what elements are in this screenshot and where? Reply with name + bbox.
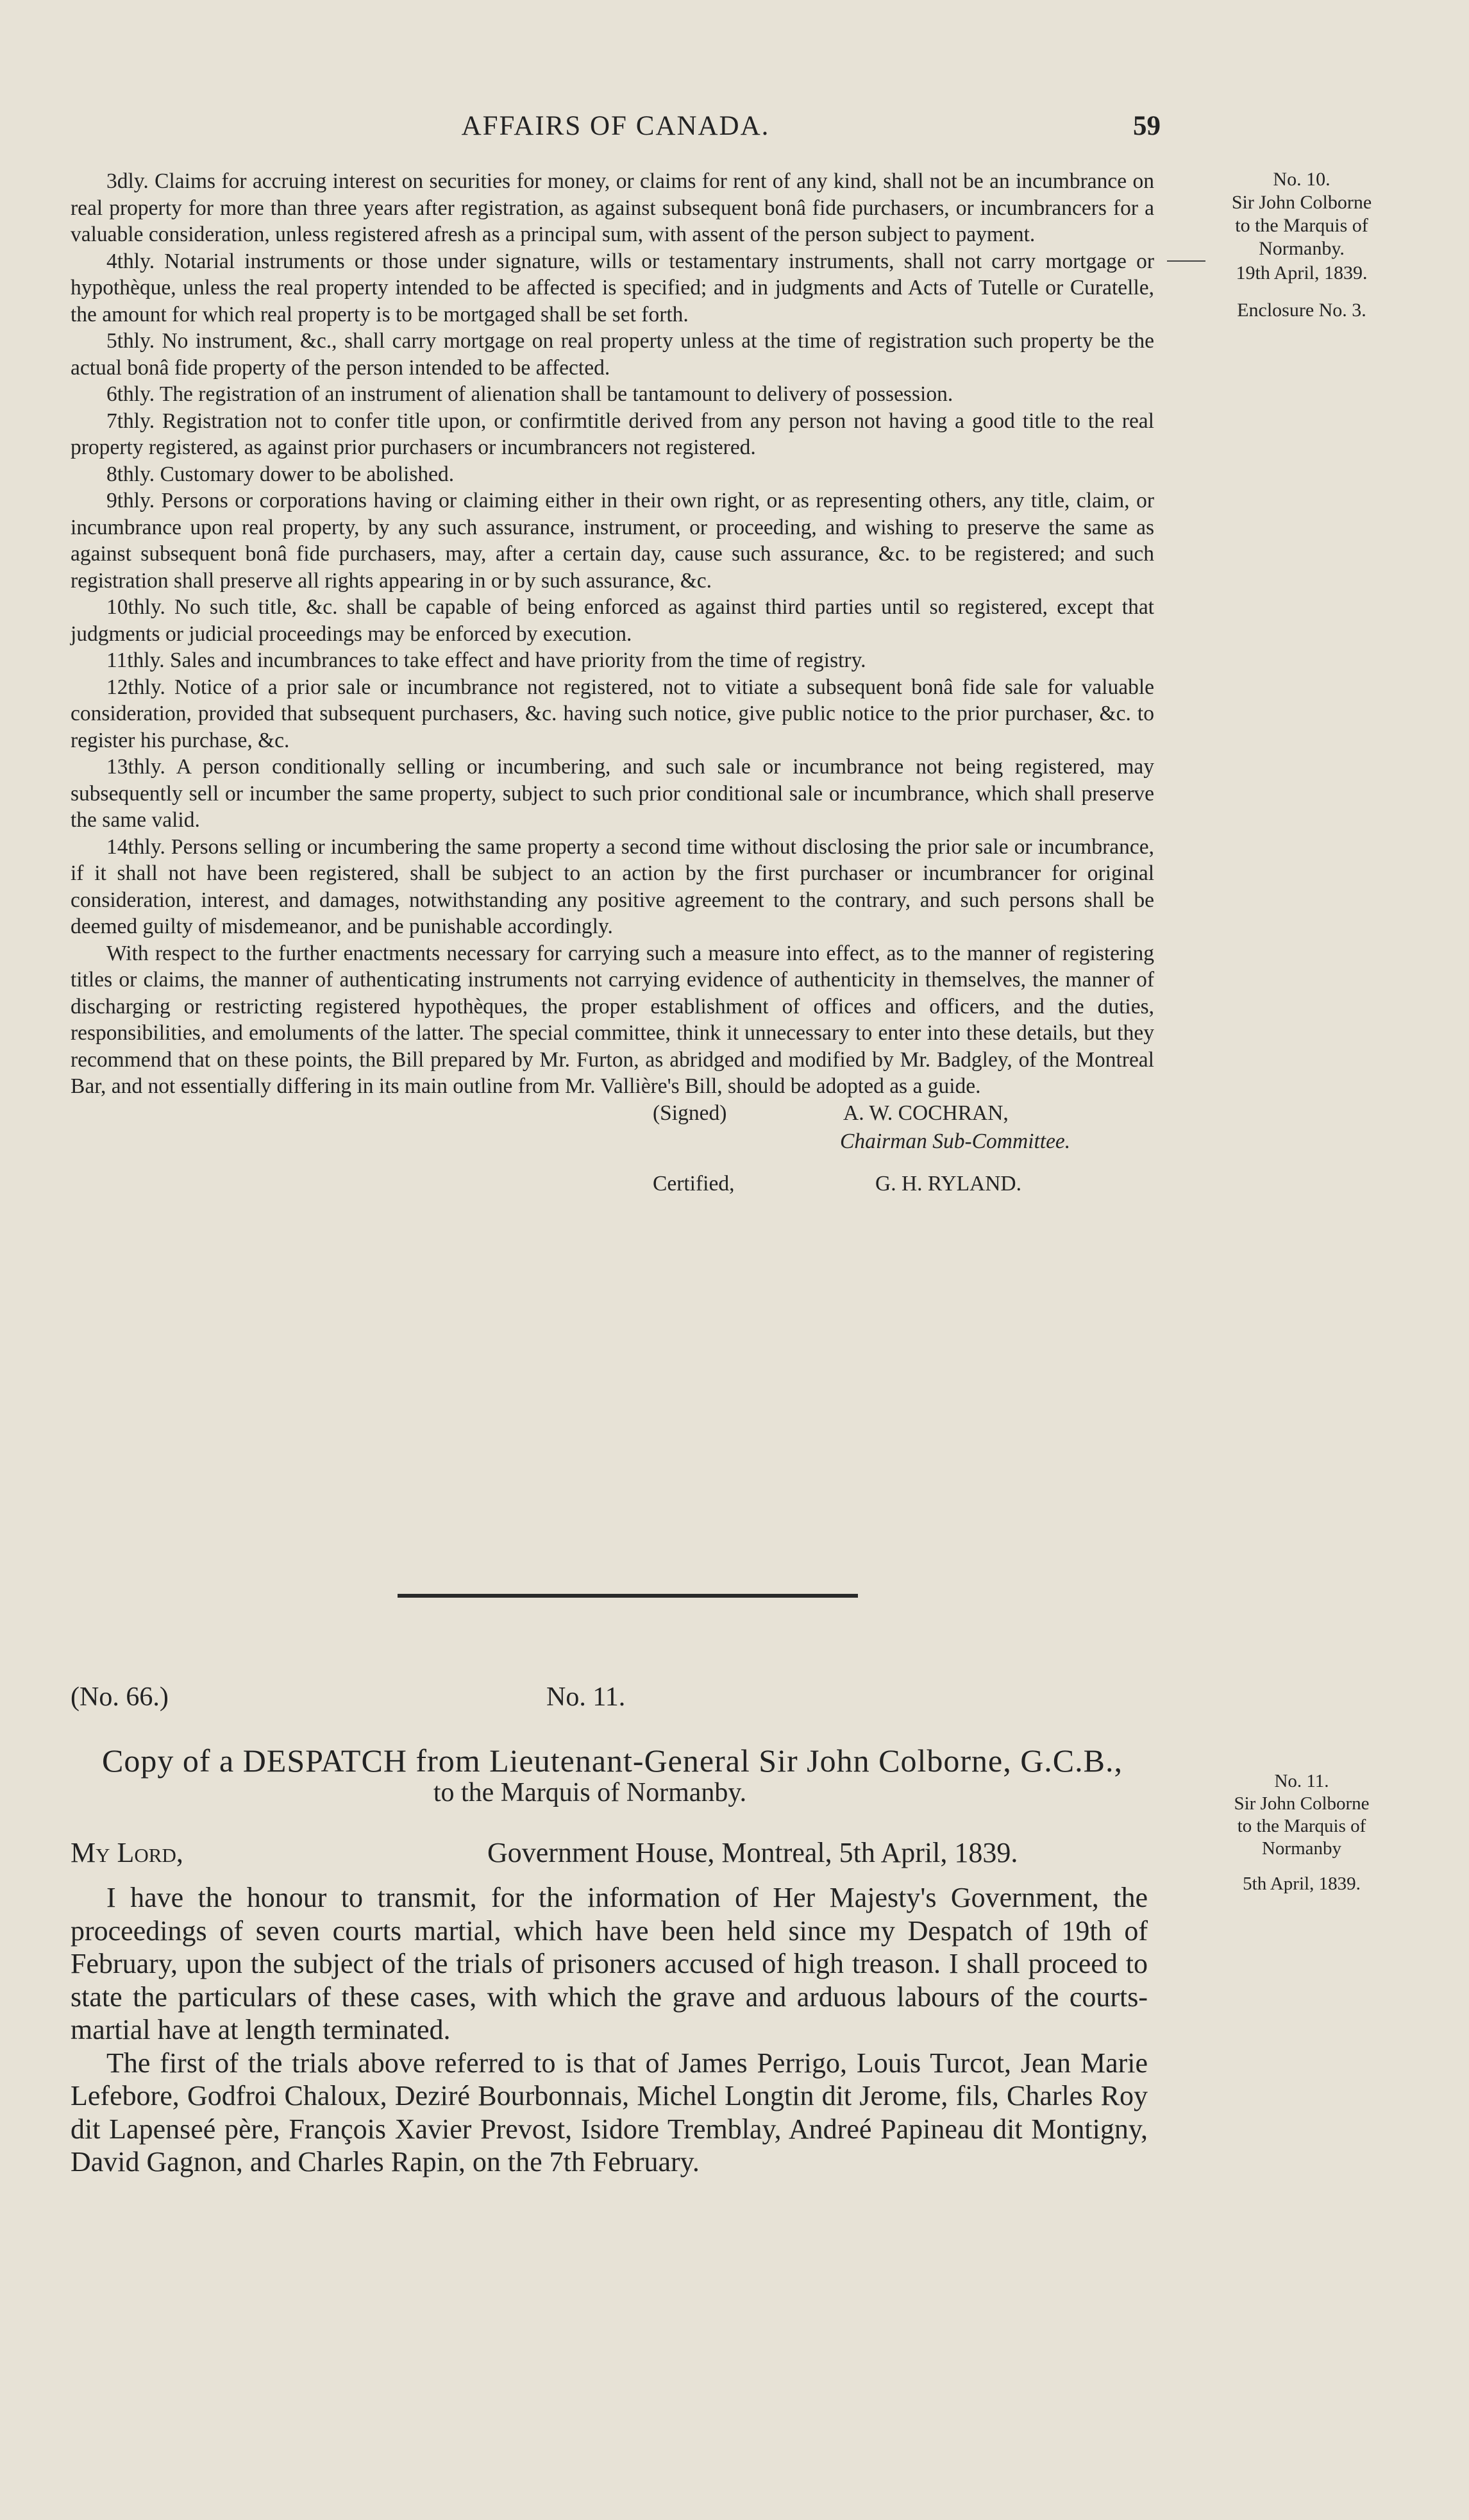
paragraph: 4thly. Notarial instruments or those under signature, wills or testamentary instruments, shall not carry mortgage or hypothèque, unless the real property intended to be affected is specified; and in judgments and Acts of Tutelle or Curatelle, the amount for which real property is to be mortgaged shall be set forth. xyxy=(71,249,1154,326)
signer-title: Chairman Sub-Committee. xyxy=(840,1129,1071,1153)
paragraph: 3dly. Claims for accruing interest on securities for money, or claims for rent of any kind, shall not be an incumbrance on real property for more than three years after registration, as against subsequent bonâ fide purchasers, or incumbrancers for a valuable consideration, unless registered afresh as a principal sum, with assent of the person subject to payment. xyxy=(71,169,1154,246)
page-number: 59 xyxy=(1133,111,1161,141)
margin-note-number: No. 11. xyxy=(1274,1771,1329,1791)
place-date: Government House, Montreal, 5th April, 1839. xyxy=(487,1837,1018,1868)
paragraph: 10thly. No such title, &c. shall be capable of being enforced as against third parties until so registered, except that judgments or judicial proceedings may be enforced by execution. xyxy=(71,595,1154,646)
margin-note-enclosure: Enclosure No. 3. xyxy=(1237,300,1366,321)
signature-row xyxy=(71,1100,1154,1128)
despatch-title-line-1: Copy of a DESPATCH from Lieutenant-General Sir John Colborne, G.C.B., xyxy=(102,1743,1123,1779)
margin-note-line: to the Marquis of xyxy=(1235,215,1368,236)
paragraph: 14thly. Persons selling or incumbering the same property a second time without disclosing the prior sale or incumbrance, if it shall not have been registered, shall be subject to an action by the first purchaser or incumbrancer for original consideration, interest, and damages, notwithstanding any positive agreement to the contrary, and such persons shall be deemed guilty of misdemeanor, and be punishable accordingly. xyxy=(71,834,1154,938)
margin-note-number: No. 10. xyxy=(1273,169,1330,190)
margin-note-line: Sir John Colborne xyxy=(1234,1793,1370,1814)
despatch-title-line-2: to the Marquis of Normanby. xyxy=(433,1778,747,1807)
paragraph: 8thly. Customary dower to be abolished. xyxy=(106,462,455,486)
paragraph: 12thly. Notice of a prior sale or incumbrance not registered, not to vitiate a subsequent bonâ fide sale for valuable consideration, provided that subsequent purchasers, &c. having such notice, give public notice to the prior purchaser, &c. to register his purchase, &c. xyxy=(71,675,1154,752)
paragraph: 9thly. Persons or corporations having or claiming either in their own right, or as representing others, any title, claim, or incumbrance upon real property, by any such assurance, instrument, or proceeding, and wishing to preserve the same as against subsequent bonâ fide purchasers, may, after a certain day, cause such assurance, &c. to be registered; and such registration shall preserve all rights appearing in or by such assurance, &c. xyxy=(71,489,1154,593)
margin-note-no-10 xyxy=(1167,168,1436,322)
paragraph: The first of the trials above referred to is that of James Perrigo, Louis Turcot, Jean Marie Lefebore, Godfroi Chaloux, Deziré Bourbonnais, Michel Longtin dit Jerome, fils, Charles Roy dit Lapenseé père, François Xavier Prevost, Isidore Tremblay, Andreé Papineau dit Montigny, David Gagnon, and Charles Rapin, on the 7th February. xyxy=(71,2047,1148,2178)
certified-label: Certified, xyxy=(653,1171,735,1196)
signer-title-row xyxy=(71,1128,1154,1156)
certified-row xyxy=(71,1171,1154,1199)
margin-note-date: 19th April, 1839. xyxy=(1236,262,1368,283)
running-title: AFFAIRS OF CANADA. xyxy=(461,111,770,141)
margin-note-no-11 xyxy=(1167,1770,1436,1895)
certifier-name: G. H. RYLAND. xyxy=(875,1171,1021,1196)
paragraph: 11thly. Sales and incumbrances to take effect and have priority from the time of registry. xyxy=(106,648,866,672)
paragraph: 6thly. The registration of an instrument of alienation shall be tantamount to delivery of possession. xyxy=(106,382,953,406)
despatch-title xyxy=(71,1745,1154,1809)
margin-note-line: Normanby. xyxy=(1259,238,1345,259)
section-2-body xyxy=(71,1881,1148,2179)
salutation: My Lord, xyxy=(71,1837,183,1868)
paragraph: With respect to the further enactments necessary for carrying such a measure into effect, as to the manner of registering titles or claims, the manner of authenticating instruments not carrying evidence of authenticity in themselves, the manner of discharging or restricting registered hypothèques, the proper establishment of offices and officers, and the duties, responsibilities, and emoluments of the latter. The special committee, think it unnecessary to enter into these details, but they recommend that on these points, the Bill prepared by Mr. Furton, as abridged and modified by Mr. Badgley, of the Montreal Bar, and not essentially differing in its main outline from Mr. Vallière's Bill, should be adopted as a guide. xyxy=(71,941,1154,1098)
paragraph: I have the honour to transmit, for the information of Her Majesty's Government, the proceedings of seven courts martial, which have been held since my Despatch of 19th of February, upon the subject of the trials of prisoners accused of high treason. I shall proceed to state the particulars of these cases, with which the grave and arduous labours of the courts-martial have at length terminated. xyxy=(71,1882,1148,2045)
margin-note-line: to the Marquis of xyxy=(1237,1816,1366,1836)
signer-name: A. W. COCHRAN, xyxy=(843,1101,1009,1125)
section-divider xyxy=(398,1594,858,1598)
paragraph: 13thly. A person conditionally selling or incumbering, and such sale or incumbrance not being registered, may subsequently sell or incumber the same property, subject to such prior conditional sale or incumbrance, which shall preserve the same valid. xyxy=(71,755,1154,832)
margin-note-line: Normanby xyxy=(1261,1838,1342,1859)
running-header xyxy=(71,110,1161,149)
section-1-body xyxy=(71,168,1154,1199)
paragraph: 7thly. Registration not to confer title upon, or confirmtitle derived from any person not having a good title to the real property registered, as against prior purchasers or incumbrancers not registered. xyxy=(71,409,1154,459)
despatch-number: No. 11. xyxy=(546,1682,626,1712)
paragraph: 5thly. No instrument, &c., shall carry mortgage on real property unless at the time of registration such property be the actual bonâ fide property of the person intended to be affected. xyxy=(71,329,1154,380)
margin-note-date: 5th April, 1839. xyxy=(1243,1873,1361,1894)
signed-label: (Signed) xyxy=(653,1101,727,1125)
margin-note-line: Sir John Colborne xyxy=(1231,192,1372,213)
despatch-ref: (No. 66.) xyxy=(71,1682,169,1712)
